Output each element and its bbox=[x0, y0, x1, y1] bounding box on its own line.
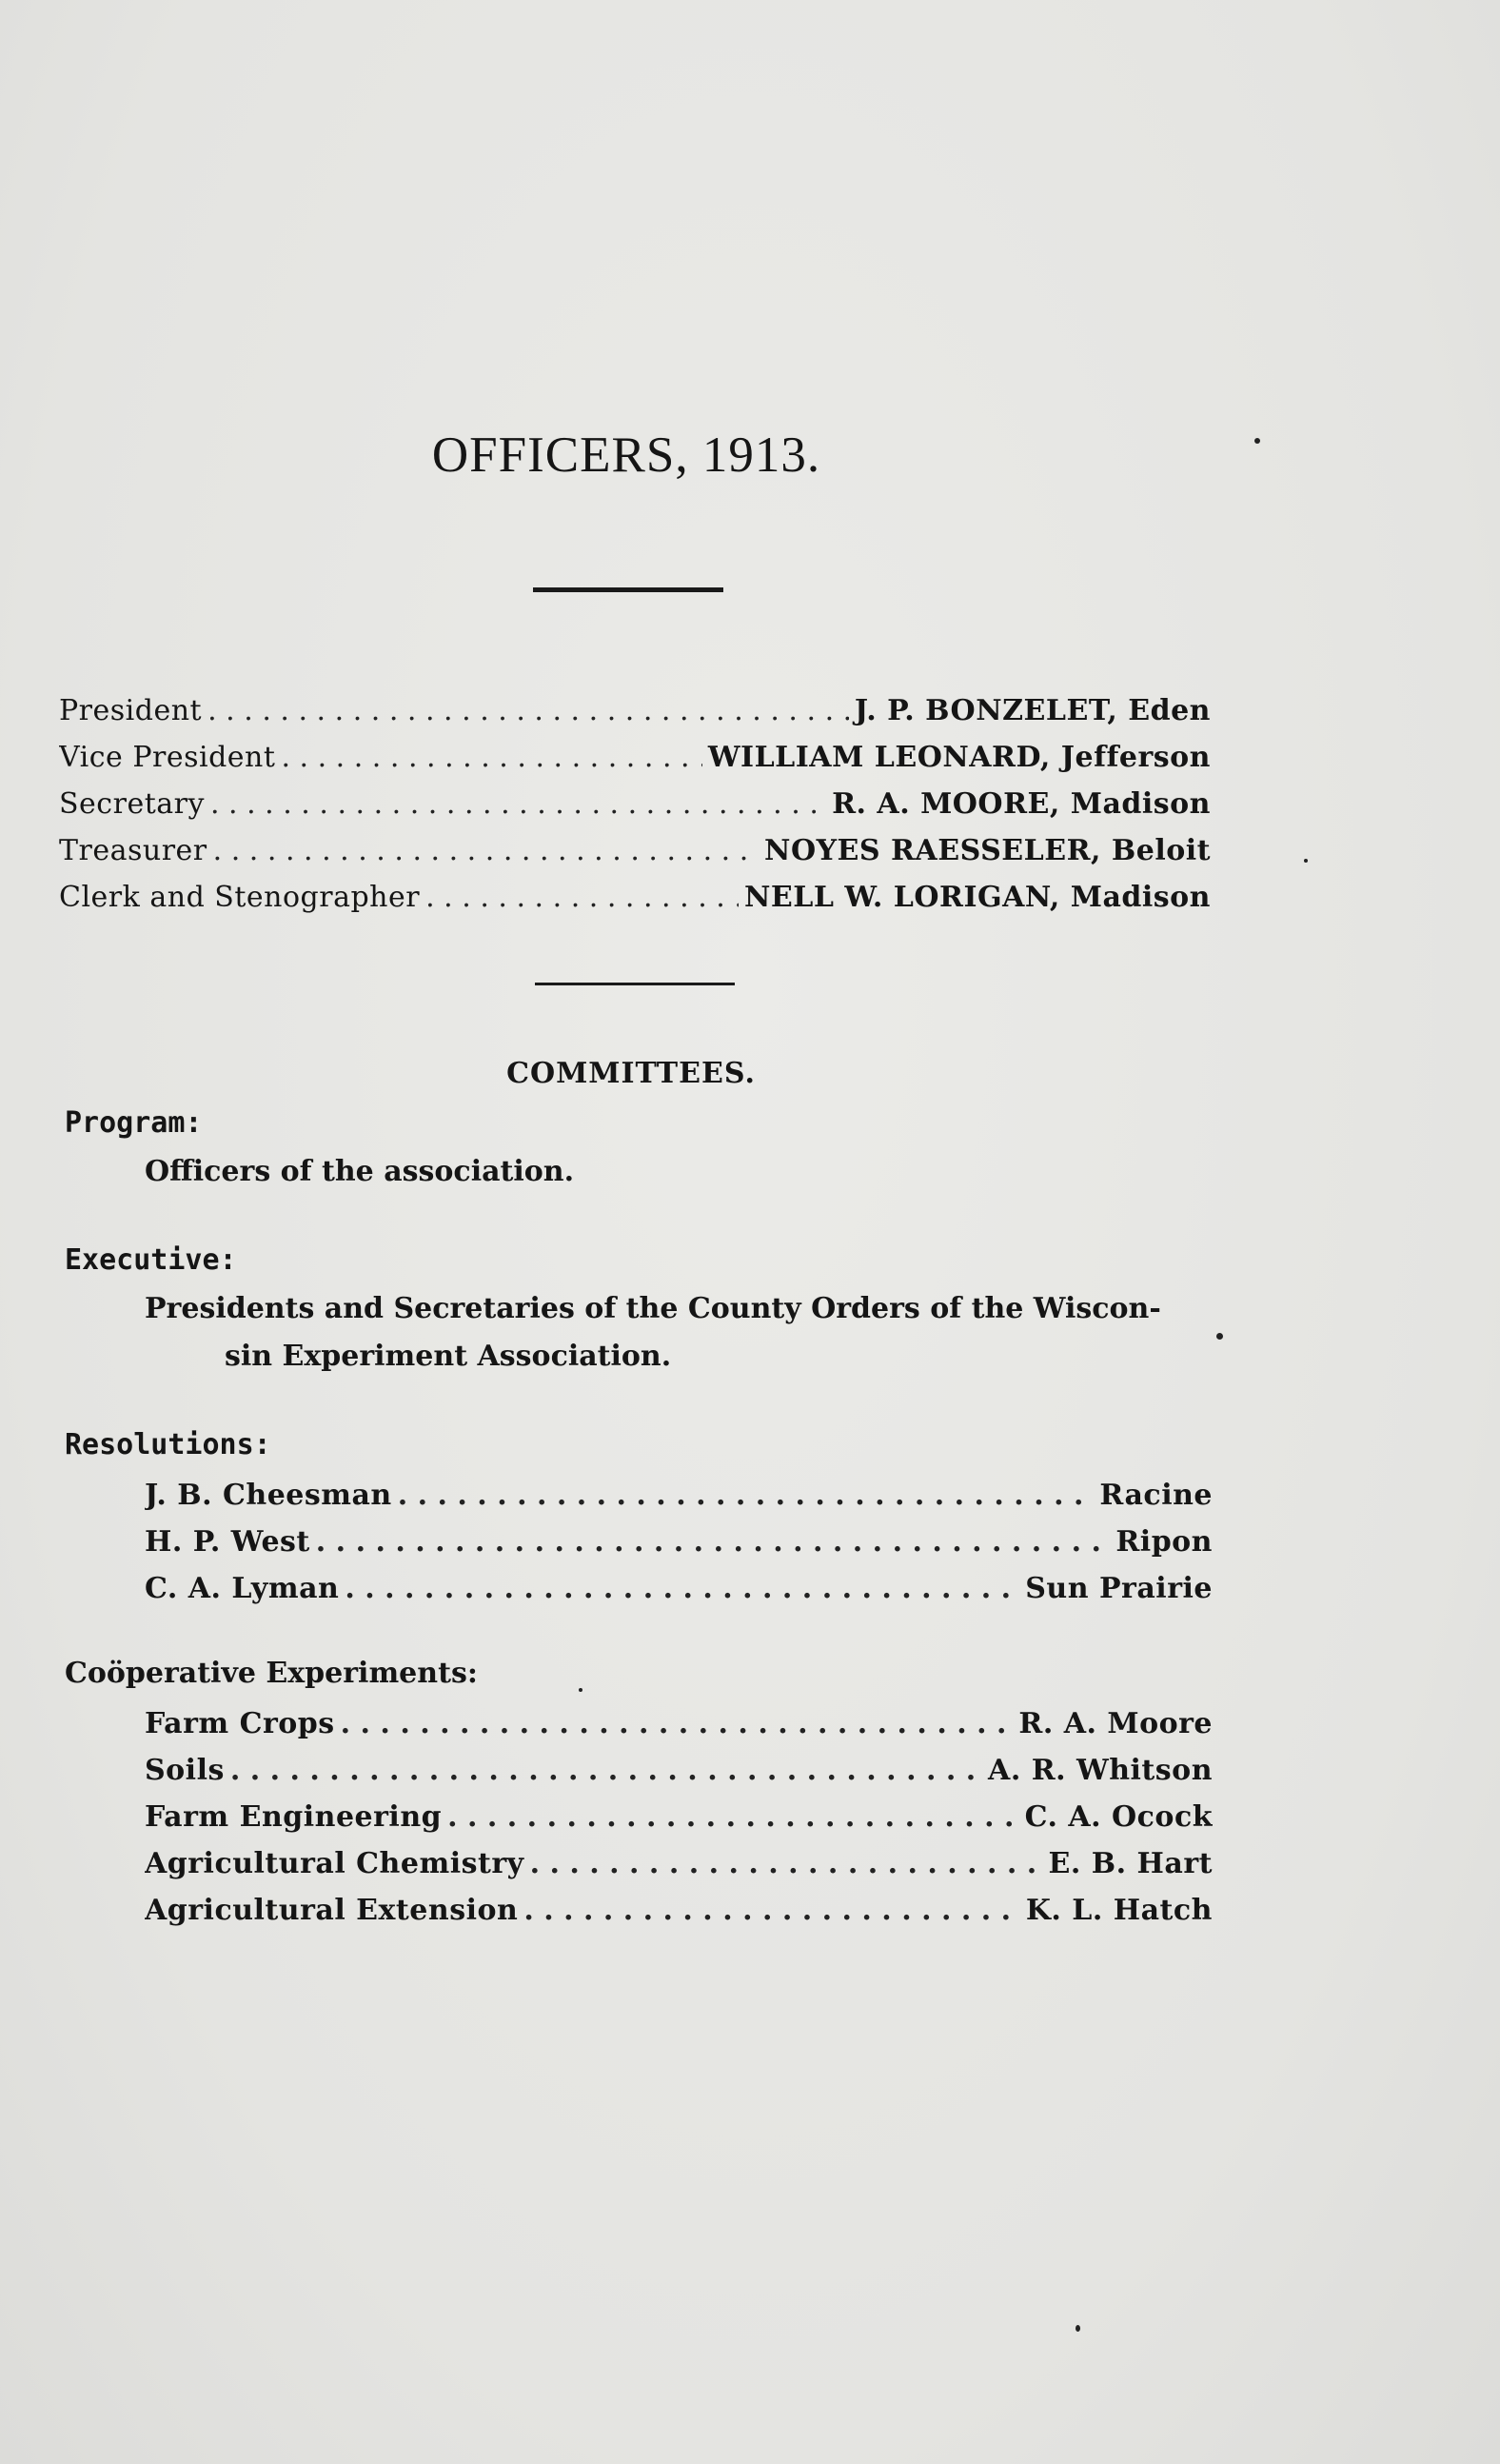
member-place: Ripon bbox=[1115, 1525, 1213, 1559]
officers-list bbox=[59, 687, 1211, 921]
dot-leader bbox=[447, 1794, 1019, 1840]
program-text: Officers of the association. bbox=[145, 1155, 575, 1188]
member-name: Agricultural Chemistry bbox=[145, 1847, 524, 1880]
member-place: E. B. Hart bbox=[1048, 1847, 1213, 1880]
officer-name: WILLIAM LEONARD, Jefferson bbox=[707, 741, 1211, 774]
dot-leader bbox=[316, 1519, 1111, 1565]
executive-text bbox=[145, 1285, 1220, 1381]
dot-leader bbox=[213, 827, 759, 874]
officer-name: J. P. BONZELET, Eden bbox=[854, 694, 1211, 727]
member-place: C. A. Ocock bbox=[1024, 1800, 1213, 1834]
member-name: Farm Engineering bbox=[145, 1800, 443, 1834]
member-name: Farm Crops bbox=[145, 1707, 335, 1740]
officer-title: Clerk and Stenographer bbox=[59, 881, 421, 914]
member-place: K. L. Hatch bbox=[1025, 1894, 1213, 1927]
member-place: Racine bbox=[1099, 1479, 1213, 1512]
dot-leader bbox=[230, 1747, 982, 1794]
member-row bbox=[145, 1840, 1213, 1887]
member-row bbox=[145, 1747, 1213, 1794]
resolutions-label: Resolutions: bbox=[65, 1428, 271, 1461]
officer-name: NOYES RAESSELER, Beloit bbox=[764, 834, 1211, 867]
member-row bbox=[145, 1700, 1213, 1747]
member-place: R. A. Moore bbox=[1018, 1707, 1213, 1740]
member-row bbox=[145, 1472, 1213, 1519]
officer-title: President bbox=[59, 694, 203, 727]
member-name: C. A. Lyman bbox=[145, 1572, 340, 1605]
officer-name: R. A. MOORE, Madison bbox=[832, 787, 1211, 821]
dot-leader bbox=[530, 1840, 1043, 1887]
member-name: Soils bbox=[145, 1754, 225, 1787]
section-divider bbox=[535, 983, 735, 985]
dot-leader bbox=[341, 1700, 1014, 1747]
executive-text-line: sin Experiment Association. bbox=[225, 1340, 672, 1373]
officer-row bbox=[59, 874, 1211, 921]
officer-row bbox=[59, 781, 1211, 827]
dot-leader bbox=[210, 781, 826, 827]
dot-leader bbox=[398, 1472, 1095, 1519]
member-place: Sun Prairie bbox=[1025, 1572, 1213, 1605]
dot-leader bbox=[281, 734, 701, 781]
print-speck bbox=[1254, 438, 1260, 444]
member-row bbox=[145, 1565, 1213, 1612]
officer-row bbox=[59, 687, 1211, 734]
resolutions-members bbox=[145, 1472, 1213, 1612]
officer-name: NELL W. LORIGAN, Madison bbox=[743, 881, 1211, 914]
cooperative-label: Coöperative Experiments: bbox=[65, 1657, 478, 1690]
member-row bbox=[145, 1887, 1213, 1934]
print-speck bbox=[579, 1688, 582, 1692]
committees-heading: COMMITTEES. bbox=[506, 1057, 756, 1090]
member-place: A. R. Whitson bbox=[988, 1754, 1213, 1787]
print-speck bbox=[1216, 1333, 1223, 1340]
officer-title: Vice President bbox=[59, 741, 276, 774]
member-name: Agricultural Extension bbox=[145, 1894, 519, 1927]
dot-leader bbox=[523, 1887, 1020, 1934]
member-name: H. P. West bbox=[145, 1525, 310, 1559]
officer-row bbox=[59, 827, 1211, 874]
officer-title: Secretary bbox=[59, 787, 205, 821]
executive-label: Executive: bbox=[65, 1243, 237, 1277]
title-divider bbox=[533, 587, 723, 592]
dot-leader bbox=[425, 874, 739, 921]
member-row bbox=[145, 1519, 1213, 1565]
page-title: OFFICERS, 1913. bbox=[431, 427, 821, 483]
dot-leader bbox=[207, 687, 849, 734]
executive-text-line: Presidents and Secretaries of the County Orders of the Wiscon- bbox=[145, 1292, 1161, 1325]
member-name: J. B. Cheesman bbox=[145, 1479, 392, 1512]
officer-title: Treasurer bbox=[59, 834, 207, 867]
program-label: Program: bbox=[65, 1106, 203, 1140]
dot-leader bbox=[345, 1565, 1019, 1612]
cooperative-members bbox=[145, 1700, 1213, 1934]
member-row bbox=[145, 1794, 1213, 1840]
officer-row bbox=[59, 734, 1211, 781]
print-speck bbox=[1076, 2325, 1080, 2332]
print-speck bbox=[1304, 859, 1308, 863]
